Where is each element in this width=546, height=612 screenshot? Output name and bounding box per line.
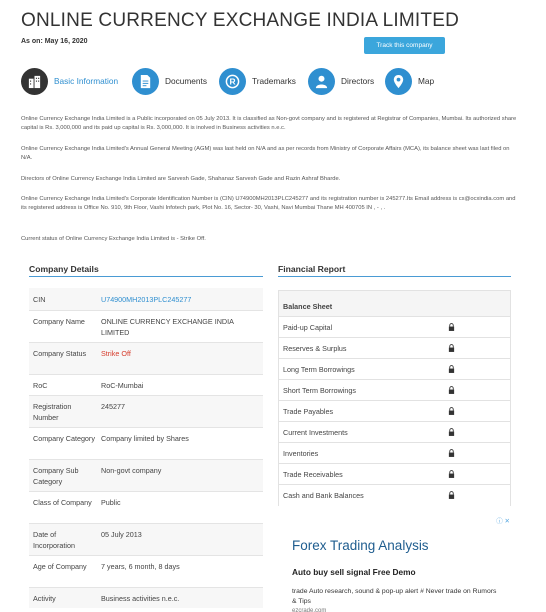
financial-report-title: Financial Report — [278, 264, 346, 274]
ad-title[interactable]: Forex Trading Analysis — [292, 538, 429, 553]
row-label: Current Investments — [283, 428, 348, 437]
nav-basic-information[interactable] — [21, 67, 118, 95]
row-value: 7 years, 6 month, 8 days — [101, 562, 180, 571]
lock-icon — [448, 407, 455, 415]
table-row — [29, 460, 263, 492]
person-icon — [308, 68, 335, 95]
balance-sheet-label: Balance Sheet — [283, 302, 333, 311]
nav-directors[interactable] — [308, 67, 374, 95]
agm-paragraph: Online Currency Exchange India Limited's Annual General Meeting (AGM) was last held on N/A and as per records from Ministry of Corporate Affairs (MCA), its balance sheet was last filed on N/A. — [21, 146, 510, 161]
table-row[interactable] — [279, 422, 510, 443]
cin-paragraph: Online Currency Exchange India Limited's Corporate Identification Number is (CIN) U74900MH2013PLC245277 and its registration number is 245277.Its Email address is cs@ocxindia.com and its registered address is Office No. 910, 9th Floor, Vashi Infotech park, Plot No. 16, Sector- 30, Vashi, Navi Mumbai Thane MH 400705 IN , - , . — [21, 196, 516, 211]
track-company-button[interactable]: Track this company — [364, 37, 445, 54]
table-row — [29, 375, 263, 396]
row-key: RoC — [33, 381, 48, 390]
row-label: Short Term Borrowings — [283, 386, 356, 395]
row-key: Company Status — [33, 349, 87, 358]
table-row — [29, 588, 263, 608]
row-value: ONLINE CURRENCY EXCHANGE INDIA LIMITED — [101, 317, 234, 337]
table-row[interactable] — [279, 443, 510, 464]
ad-body: trade Auto research, sound & pop-up alert # Never trade on Rumors & Tips — [292, 588, 497, 605]
row-value: 245277 — [101, 402, 125, 411]
overview-paragraph: Online Currency Exchange India Limited is a Public incorporated on 05 July 2013. It is classified as Non-govt company and is registered at Registrar of Companies, Mumbai. Its authorized share capital is Rs. 3,000,000 and its paid up capital is Rs. 3,000,000. It is inolved in Business activities n.e.c. — [21, 116, 517, 131]
row-value: Public — [101, 498, 121, 507]
nav-basic-information-label: Basic Information — [54, 76, 119, 86]
table-row[interactable] — [279, 464, 510, 485]
lock-icon — [448, 344, 455, 352]
lock-icon — [448, 449, 455, 457]
map-pin-icon — [385, 68, 412, 95]
section-nav — [21, 67, 541, 95]
table-row — [29, 556, 263, 588]
lock-icon — [448, 386, 455, 394]
table-row — [29, 288, 263, 311]
table-row — [29, 492, 263, 524]
directors-paragraph: Directors of Online Currency Exchange India Limited are Sarvesh Gade, Shahanaz Sarvesh Gade and Razin Ashraf Bharde. — [21, 176, 341, 182]
row-key: Company Name — [33, 317, 85, 326]
row-key: Class of Company — [33, 498, 92, 507]
status-badge: Strike Off — [101, 349, 131, 358]
row-value: Company limited by Shares — [101, 434, 189, 443]
row-label: Inventories — [283, 449, 319, 458]
cin-link[interactable]: U74900MH2013PLC245277 — [101, 295, 192, 304]
svg-text:R: R — [229, 76, 236, 87]
row-key: Activity — [33, 594, 56, 603]
table-row[interactable] — [279, 380, 510, 401]
registered-icon — [219, 68, 246, 95]
row-value: 05 July 2013 — [101, 530, 142, 539]
status-paragraph: Current status of Online Currency Exchange India Limited is - Strike Off. — [21, 236, 206, 242]
row-key: Company Category — [33, 434, 95, 443]
lock-icon — [448, 365, 455, 373]
page-title: ONLINE CURRENCY EXCHANGE INDIA LIMITED — [21, 10, 459, 31]
company-details-title: Company Details — [29, 264, 99, 274]
row-key: Registration Number — [33, 402, 72, 422]
financial-report-table — [278, 290, 511, 506]
nav-documents-label: Documents — [165, 76, 207, 86]
table-row — [29, 524, 263, 556]
nav-trademarks-label: Trademarks — [252, 76, 296, 86]
lock-icon — [448, 491, 455, 499]
table-row[interactable] — [279, 317, 510, 338]
company-details-divider — [29, 276, 263, 277]
row-value: RoC-Mumbai — [101, 381, 144, 390]
table-row[interactable] — [279, 338, 510, 359]
table-row[interactable] — [279, 485, 510, 506]
document-icon — [132, 68, 159, 95]
nav-documents[interactable] — [132, 67, 207, 95]
row-key: Date of Incorporation — [33, 530, 75, 550]
nav-directors-label: Directors — [341, 76, 375, 86]
row-label: Cash and Bank Balances — [283, 491, 364, 500]
lock-icon — [448, 470, 455, 478]
row-value: Business activities n.e.c. — [101, 594, 180, 603]
nav-map-label: Map — [418, 76, 435, 86]
as-on-date: As on: May 16, 2020 — [21, 38, 88, 45]
table-row[interactable] — [279, 401, 510, 422]
row-key: CIN — [33, 295, 46, 304]
table-row — [29, 428, 263, 460]
row-key: Company Sub Category — [33, 466, 79, 486]
row-label: Reserves & Surplus — [283, 344, 347, 353]
nav-map[interactable] — [385, 67, 434, 95]
advertisement[interactable] — [278, 514, 512, 612]
lock-icon — [448, 428, 455, 436]
row-label: Trade Receivables — [283, 470, 343, 479]
lock-icon — [448, 323, 455, 331]
ad-subtitle: Auto buy sell signal Free Demo — [292, 567, 416, 577]
table-row — [29, 343, 263, 375]
table-row — [29, 396, 263, 428]
table-row — [29, 311, 263, 343]
table-row[interactable] — [279, 359, 510, 380]
row-label: Long Term Borrowings — [283, 365, 355, 374]
row-key: Age of Company — [33, 562, 87, 571]
ad-choices-icon[interactable]: ⓘ ✕ — [496, 518, 510, 525]
row-label: Trade Payables — [283, 407, 334, 416]
nav-trademarks[interactable] — [219, 67, 296, 95]
building-icon — [21, 68, 48, 95]
financial-report-divider — [278, 276, 511, 277]
ad-url[interactable]: ezcrade.com — [292, 608, 327, 612]
row-value: Non-govt company — [101, 466, 162, 475]
row-label: Paid-up Capital — [283, 323, 333, 332]
company-details-table — [29, 288, 263, 608]
balance-sheet-header — [279, 291, 510, 317]
